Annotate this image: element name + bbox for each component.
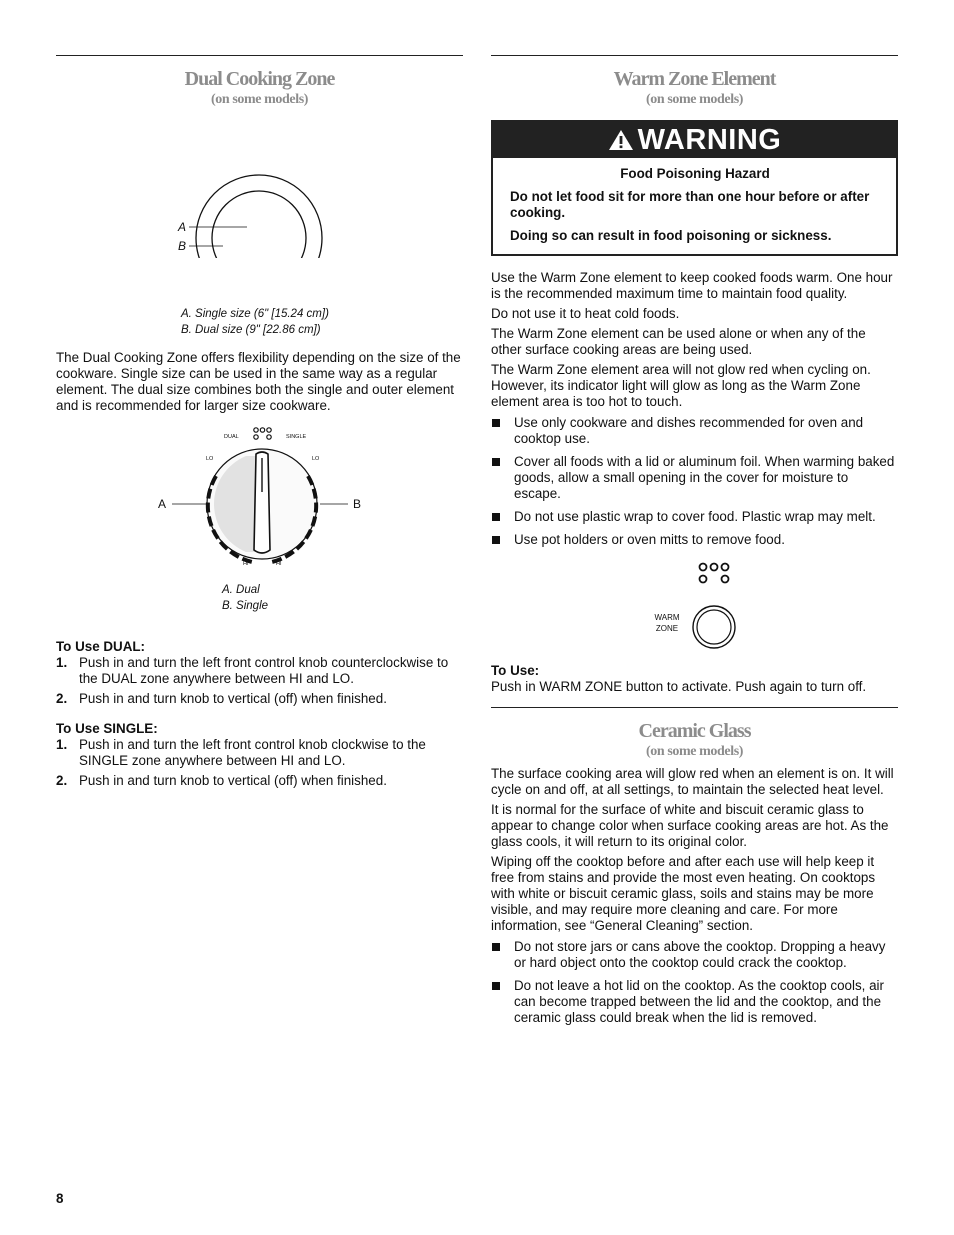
list-item xyxy=(491,454,898,502)
list-item xyxy=(491,939,898,971)
fig1-label-a: A xyxy=(178,220,187,234)
warm-zone-to-use-heading: To Use: xyxy=(491,663,540,678)
ceramic-paragraph: The surface cooking area will glow red when an element is on. It will cycle on and off, at all settings, to maintain the selected heat level. xyxy=(491,766,894,797)
warning-header xyxy=(493,122,896,158)
list-item xyxy=(56,773,463,789)
warning-hazard: Food Poisoning Hazard xyxy=(620,166,770,181)
list-item xyxy=(491,532,898,548)
warm-zone-paragraph: The Warm Zone element area will not glow red when cycling on. However, its indicator light will glow as long as the Warm Zone element area is too hot to touch. xyxy=(491,362,871,409)
list-item xyxy=(56,737,463,769)
warm-zone-title: Warm Zone Element xyxy=(613,68,776,90)
knob-label-dual: DUAL xyxy=(224,434,239,440)
step-text: Push in and turn knob to vertical (off) when finished. xyxy=(79,691,387,706)
fig2-label-a: A xyxy=(158,497,167,511)
inner-element-ring xyxy=(212,191,306,258)
warm-zone-button-outer xyxy=(693,606,735,648)
burner-indicator-icon xyxy=(254,428,271,439)
bullet-square-icon xyxy=(492,982,500,990)
outer-element-ring xyxy=(196,175,322,258)
ceramic-paragraph: Wiping off the cooktop before and after each use will help keep it free from stains and provide the most even heating. On cooktops with white or biscuit ceramic glass, soils and stains may be more visible, and may require more cleaning and care. For more information, see “General Cleaning” section. xyxy=(491,854,876,933)
warm-zone-button-label xyxy=(651,612,683,634)
ceramic-bullets xyxy=(491,939,898,1026)
warning-label: WARNING xyxy=(637,124,782,156)
ceramic-glass-title: Ceramic Glass xyxy=(638,720,751,742)
warning-box xyxy=(491,120,898,256)
bullet-text: Do not leave a hot lid on the cooktop. As the cooktop cools, air can become trapped between the lid and the cooktop, and the ceramic glass could break when the lid is removed. xyxy=(514,978,884,1025)
warning-body xyxy=(493,158,896,254)
control-knob-figure xyxy=(56,422,463,627)
warm-zone-label-line2: ZONE xyxy=(655,624,679,633)
list-item xyxy=(56,655,463,687)
knob-label-lo-left: LO xyxy=(206,456,214,462)
fig1-caption-b: B. Dual size (9" [22.86 cm]) xyxy=(181,324,321,336)
dual-zone-subtitle: (on some models) xyxy=(210,92,309,107)
warm-zone-label-line1: WARM xyxy=(654,613,680,622)
step-number: 2. xyxy=(56,773,68,788)
bullet-text: Use pot holders or oven mitts to remove food. xyxy=(514,532,785,547)
warm-zone-paragraph: Use the Warm Zone element to keep cooked foods warm. One hour is the recommended maximum time to maintain food quality. xyxy=(491,270,893,301)
warm-zone-subtitle: (on some models) xyxy=(645,92,744,107)
ceramic-paragraph: It is normal for the surface of white and biscuit ceramic glass to appear to change color when surface cooking areas are hot. As the glass cools, it will return to its original color. xyxy=(491,802,889,849)
bullet-text: Do not store jars or cans above the cooktop. Dropping a heavy or hard object onto the cooktop could crack the cooktop. xyxy=(514,939,886,970)
knob-label-lo-right: LO xyxy=(312,456,320,462)
list-item xyxy=(491,415,898,447)
knob-label-hi-left: HI xyxy=(243,561,249,567)
fig1-caption-a: A. Single size (6" [15.24 cm]) xyxy=(181,308,329,320)
page-number: 8 xyxy=(56,1191,64,1206)
control-knob-diagram xyxy=(56,422,463,572)
left-column xyxy=(56,55,463,793)
list-item xyxy=(491,509,898,525)
knob-label-hi-right: HI xyxy=(276,561,282,567)
warm-zone-bullets xyxy=(491,415,898,548)
fig2-caption-b: B. Single xyxy=(222,600,269,612)
warm-zone-button-figure xyxy=(491,555,898,653)
dual-element-diagram xyxy=(56,108,463,258)
bullet-square-icon xyxy=(492,419,500,427)
list-item xyxy=(491,978,898,1026)
warm-zone-button-inner xyxy=(697,610,731,644)
section-divider xyxy=(56,55,463,56)
warning-line-1: Do not let food sit for more than one hour before or after cooking. xyxy=(510,189,870,220)
warning-triangle-icon xyxy=(608,128,634,152)
fig2-label-b: B xyxy=(353,497,362,511)
warm-zone-paragraph: Do not use it to heat cold foods. xyxy=(491,306,680,321)
ceramic-glass-subtitle: (on some models) xyxy=(645,744,744,759)
bullet-square-icon xyxy=(492,458,500,466)
step-text: Push in and turn the left front control knob clockwise to the SINGLE zone anywhere between HI and LO. xyxy=(79,737,426,768)
warning-line-2: Doing so can result in food poisoning or sickness. xyxy=(510,228,832,243)
step-text: Push in and turn the left front control knob counterclockwise to the DUAL zone anywhere between HI and LO. xyxy=(79,655,449,686)
step-number: 1. xyxy=(56,737,68,752)
bullet-text: Cover all foods with a lid or aluminum foil. When warming baked goods, allow a small opening in the cover for moisture to escape. xyxy=(514,454,895,501)
use-dual-heading: To Use DUAL: xyxy=(56,639,146,654)
list-item xyxy=(56,691,463,707)
dual-zone-intro: The Dual Cooking Zone offers flexibility depending on the size of the cookware. Single size can be used in the same way as a regular element. The dual size combines both the single and outer element and is recommended for larger size cookware. xyxy=(56,350,461,413)
warm-zone-paragraph: The Warm Zone element can be used alone or when any of the other surface cooking areas are being used. xyxy=(491,326,866,357)
bullet-square-icon xyxy=(492,536,500,544)
right-column xyxy=(491,55,898,1033)
bullet-text: Do not use plastic wrap to cover food. Plastic wrap may melt. xyxy=(514,509,876,524)
bullet-text: Use only cookware and dishes recommended for oven and cooktop use. xyxy=(514,415,864,446)
use-single-heading: To Use SINGLE: xyxy=(56,721,158,736)
step-number: 2. xyxy=(56,691,68,706)
warm-zone-to-use-text: Push in WARM ZONE button to activate. Push again to turn off. xyxy=(491,679,867,694)
fig1-label-b: B xyxy=(178,239,187,253)
fig2-caption-a: A. Dual xyxy=(222,584,260,596)
burner-indicator-icon xyxy=(700,564,729,583)
warm-zone-diagram xyxy=(491,555,898,653)
step-number: 1. xyxy=(56,655,68,670)
section-divider xyxy=(491,707,898,708)
bullet-square-icon xyxy=(492,513,500,521)
section-divider xyxy=(491,55,898,56)
bullet-square-icon xyxy=(492,943,500,951)
dual-element-figure xyxy=(56,108,463,336)
step-text: Push in and turn knob to vertical (off) when finished. xyxy=(79,773,387,788)
knob-label-single: SINGLE xyxy=(286,434,307,440)
use-single-steps xyxy=(56,737,463,789)
dual-zone-title: Dual Cooking Zone xyxy=(184,68,335,90)
use-dual-steps xyxy=(56,655,463,707)
